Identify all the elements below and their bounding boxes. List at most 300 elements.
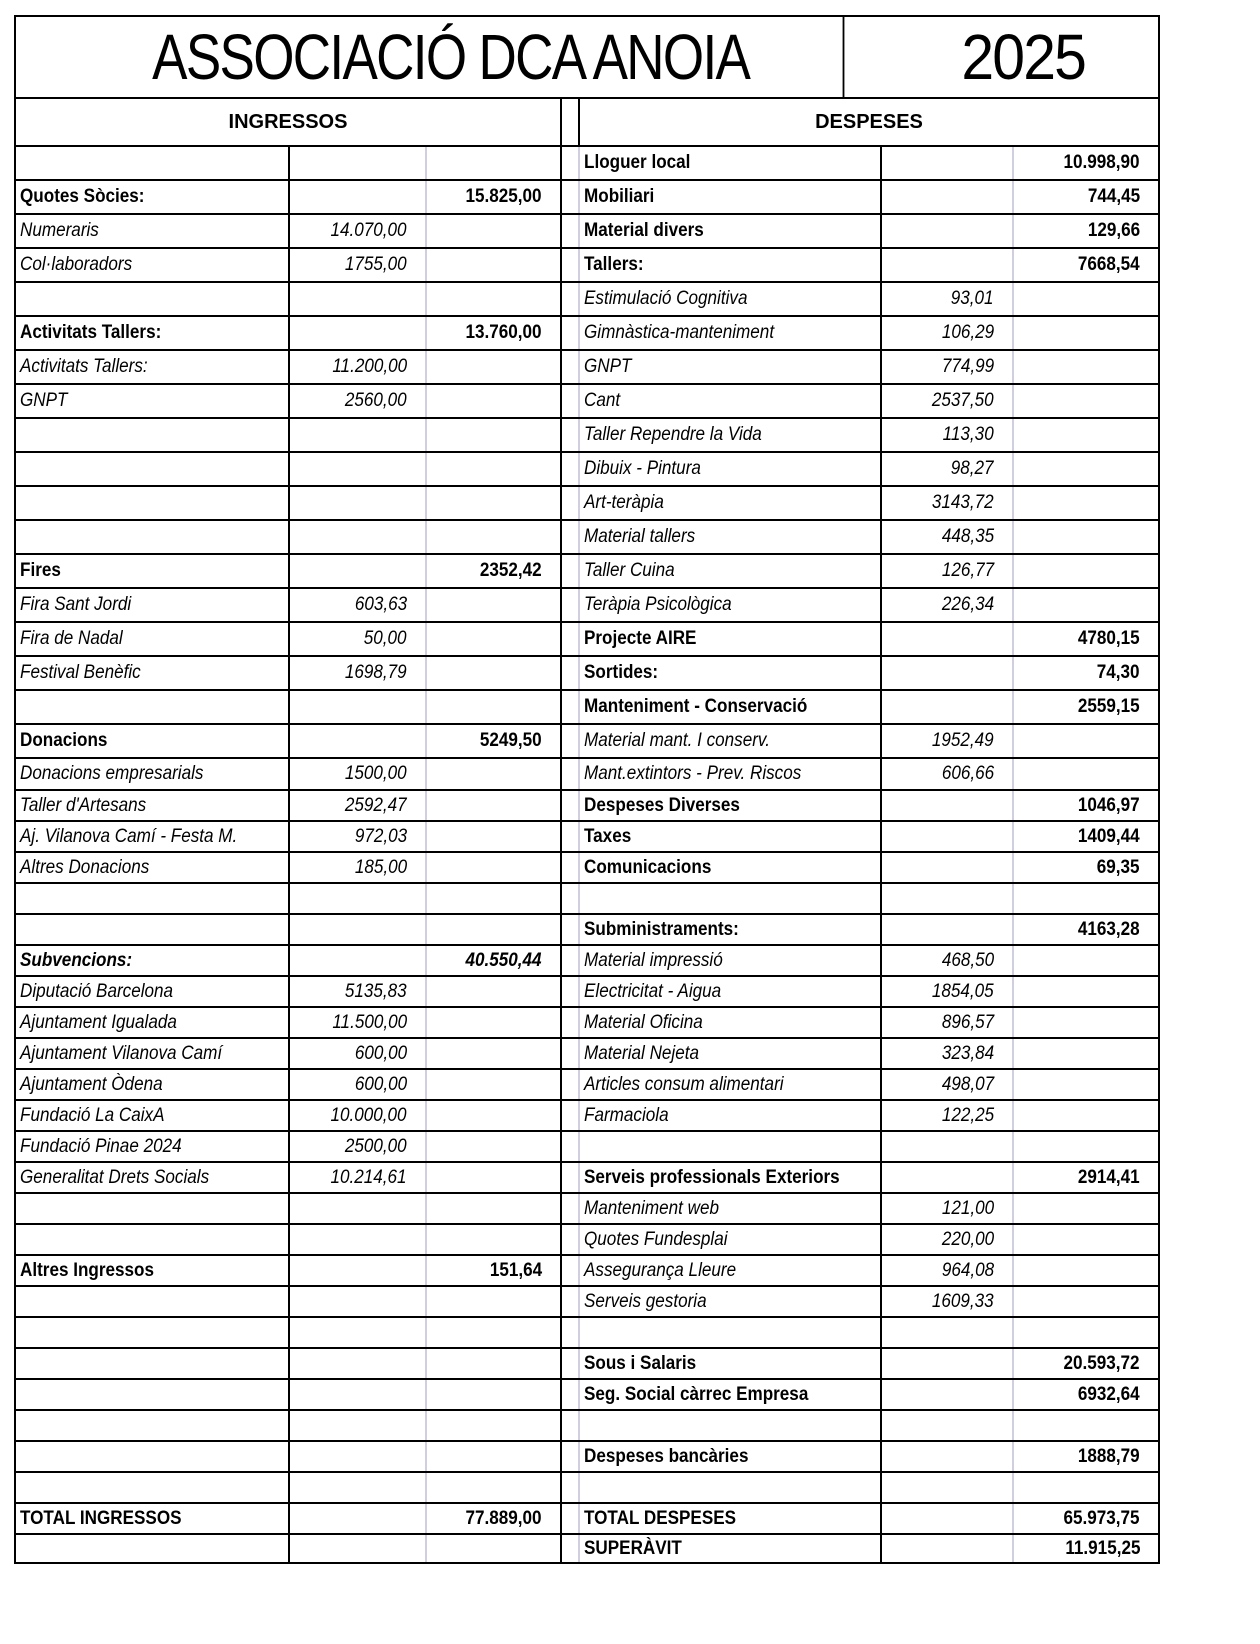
income-total-cell[interactable] <box>427 1008 562 1037</box>
income-subamount-cell[interactable] <box>290 1504 427 1533</box>
income-total-cell[interactable] <box>427 1070 562 1099</box>
income-subamount-cell-text: 11.200,00 <box>332 356 407 377</box>
income-total-cell[interactable] <box>427 317 562 349</box>
income-label-cell[interactable] <box>14 385 290 417</box>
income-total-cell[interactable] <box>427 759 562 789</box>
expense-subamount-cell[interactable] <box>882 623 1014 655</box>
income-label-cell[interactable] <box>14 1132 290 1161</box>
expense-subamount-cell[interactable] <box>882 1132 1014 1161</box>
income-subamount-cell[interactable] <box>290 946 427 975</box>
expense-subamount-cell[interactable] <box>882 1349 1014 1378</box>
income-subamount-cell[interactable] <box>290 1163 427 1192</box>
expense-total-cell[interactable] <box>1014 555 1160 587</box>
income-label-cell[interactable] <box>14 1411 290 1440</box>
expense-label-cell[interactable] <box>580 1194 882 1223</box>
expense-total-cell[interactable] <box>1014 1132 1160 1161</box>
income-total-cell[interactable] <box>427 555 562 587</box>
expense-subamount-cell[interactable] <box>882 181 1014 213</box>
income-total-cell[interactable] <box>427 521 562 553</box>
income-label-cell[interactable] <box>14 1225 290 1254</box>
expense-total-cell[interactable] <box>1014 759 1160 789</box>
expense-label-cell[interactable] <box>580 725 882 757</box>
expense-label-cell[interactable] <box>580 884 882 913</box>
expense-label-cell[interactable] <box>580 691 882 723</box>
expense-subamount-cell[interactable] <box>882 725 1014 757</box>
expense-label-cell[interactable] <box>580 181 882 213</box>
income-subamount-cell[interactable] <box>290 1380 427 1409</box>
title-cell[interactable] <box>60 17 845 97</box>
income-label-cell[interactable] <box>14 1070 290 1099</box>
income-subamount-cell-text: 14.070,00 <box>330 220 407 241</box>
expense-label-cell[interactable] <box>580 915 882 944</box>
income-total-cell[interactable] <box>427 487 562 519</box>
income-subamount-cell[interactable] <box>290 657 427 689</box>
expense-subamount-cell[interactable] <box>882 283 1014 315</box>
expense-subamount-cell[interactable] <box>882 1442 1014 1471</box>
expense-total-cell[interactable] <box>1014 419 1160 451</box>
expense-total-cell[interactable] <box>1014 691 1160 723</box>
income-subamount-cell[interactable] <box>290 1473 427 1502</box>
expense-label-cell[interactable] <box>580 853 882 882</box>
expense-subamount-cell[interactable] <box>882 759 1014 789</box>
income-total-cell[interactable] <box>427 147 562 179</box>
income-total-cell[interactable] <box>427 791 562 820</box>
income-label-cell[interactable] <box>14 555 290 587</box>
income-label-cell[interactable] <box>14 589 290 621</box>
expense-total-cell[interactable] <box>1014 283 1160 315</box>
income-total-cell[interactable] <box>427 181 562 213</box>
expense-subamount-cell[interactable] <box>882 351 1014 383</box>
expense-total-cell[interactable] <box>1014 249 1160 281</box>
expense-subamount-cell[interactable] <box>882 1411 1014 1440</box>
column-gap <box>562 385 580 417</box>
expense-total-cell-text: 20.593,72 <box>1063 1352 1140 1374</box>
income-total-cell[interactable] <box>427 351 562 383</box>
expense-total-cell[interactable] <box>1014 1535 1160 1562</box>
expense-label-cell[interactable] <box>580 1039 882 1068</box>
expense-total-cell[interactable] <box>1014 1163 1160 1192</box>
income-subamount-cell[interactable] <box>290 487 427 519</box>
income-label-cell[interactable] <box>14 1473 290 1502</box>
expense-label-cell[interactable] <box>580 1287 882 1316</box>
income-label-cell-text: Diputació Barcelona <box>20 980 174 1002</box>
income-total-cell[interactable] <box>427 1163 562 1192</box>
expense-total-cell[interactable] <box>1014 1318 1160 1347</box>
table-row <box>14 851 1160 882</box>
income-subamount-cell[interactable] <box>290 249 427 281</box>
year-cell[interactable] <box>888 17 1158 97</box>
expense-label-cell[interactable] <box>580 1225 882 1254</box>
income-subamount-cell[interactable] <box>290 1132 427 1161</box>
income-total-cell[interactable] <box>427 1194 562 1223</box>
income-subamount-cell[interactable] <box>290 791 427 820</box>
expense-subamount-cell[interactable] <box>882 1504 1014 1533</box>
income-label-cell[interactable] <box>14 419 290 451</box>
expense-subamount-cell[interactable] <box>882 1535 1014 1562</box>
expense-label-cell[interactable] <box>580 1318 882 1347</box>
expense-subamount-cell[interactable] <box>882 1380 1014 1409</box>
income-subamount-cell-text: 50,00 <box>364 628 407 649</box>
income-label-cell[interactable] <box>14 884 290 913</box>
column-gap <box>562 623 580 655</box>
expense-subamount-cell[interactable] <box>882 1225 1014 1254</box>
income-subamount-cell[interactable] <box>290 453 427 485</box>
income-subamount-cell[interactable] <box>290 147 427 179</box>
expense-total-cell[interactable] <box>1014 853 1160 882</box>
expense-label-cell[interactable] <box>580 487 882 519</box>
column-gap <box>562 1070 580 1099</box>
expense-subamount-cell[interactable] <box>882 419 1014 451</box>
expense-subamount-cell[interactable] <box>882 657 1014 689</box>
income-total-cell[interactable] <box>427 1039 562 1068</box>
income-subamount-cell[interactable] <box>290 1101 427 1130</box>
income-subamount-cell[interactable] <box>290 822 427 851</box>
income-total-cell[interactable] <box>427 623 562 655</box>
income-total-cell[interactable] <box>427 453 562 485</box>
expense-total-cell[interactable] <box>1014 589 1160 621</box>
expense-subamount-cell[interactable] <box>882 853 1014 882</box>
income-label-cell[interactable] <box>14 317 290 349</box>
income-label-cell[interactable] <box>14 1256 290 1285</box>
income-total-cell[interactable] <box>427 1256 562 1285</box>
expense-subamount-cell[interactable] <box>882 1256 1014 1285</box>
expense-label-cell[interactable] <box>580 1132 882 1161</box>
expense-total-cell[interactable] <box>1014 946 1160 975</box>
expense-total-cell-text: 744,45 <box>1087 186 1140 207</box>
income-subamount-cell[interactable] <box>290 555 427 587</box>
expense-subamount-cell[interactable] <box>882 453 1014 485</box>
income-subamount-cell[interactable] <box>290 1256 427 1285</box>
income-label-cell-text: Altres Donacions <box>20 856 150 878</box>
column-gap <box>562 791 580 820</box>
expense-label-cell[interactable] <box>580 759 882 789</box>
expenses-header[interactable]: DESPESES <box>580 99 1160 145</box>
expense-subamount-cell[interactable] <box>882 317 1014 349</box>
expense-subamount-cell[interactable] <box>882 1318 1014 1347</box>
expense-subamount-cell[interactable] <box>882 1163 1014 1192</box>
income-total-cell[interactable] <box>427 1380 562 1409</box>
expense-total-cell[interactable] <box>1014 1349 1160 1378</box>
income-total-cell[interactable] <box>427 1473 562 1502</box>
expense-subamount-cell[interactable] <box>882 215 1014 247</box>
expense-subamount-cell[interactable] <box>882 487 1014 519</box>
expense-label-cell[interactable] <box>580 521 882 553</box>
income-subamount-cell[interactable] <box>290 181 427 213</box>
income-total-cell[interactable] <box>427 977 562 1006</box>
expense-subamount-cell[interactable] <box>882 1194 1014 1223</box>
income-total-cell[interactable] <box>427 1132 562 1161</box>
expense-label-cell[interactable] <box>580 419 882 451</box>
expense-total-cell[interactable] <box>1014 385 1160 417</box>
income-label-cell-text: Fira de Nadal <box>20 628 123 649</box>
expense-total-cell[interactable] <box>1014 1504 1160 1533</box>
expense-total-cell[interactable] <box>1014 1008 1160 1037</box>
income-label-cell[interactable] <box>14 1349 290 1378</box>
income-subamount-cell[interactable] <box>290 283 427 315</box>
expense-label-cell[interactable] <box>580 589 882 621</box>
expense-subamount-cell[interactable] <box>882 977 1014 1006</box>
expense-subamount-cell[interactable] <box>882 589 1014 621</box>
expense-total-cell[interactable] <box>1014 147 1160 179</box>
section-header-row <box>14 97 1160 145</box>
expense-total-cell[interactable] <box>1014 487 1160 519</box>
expense-total-cell[interactable] <box>1014 521 1160 553</box>
income-total-cell[interactable] <box>427 657 562 689</box>
column-gap <box>562 884 580 913</box>
income-subamount-cell[interactable] <box>290 215 427 247</box>
table-row <box>14 1533 1160 1564</box>
income-subamount-cell[interactable] <box>290 1535 427 1562</box>
expense-total-cell[interactable] <box>1014 623 1160 655</box>
expense-label-cell[interactable] <box>580 1535 882 1562</box>
income-label-cell[interactable] <box>14 977 290 1006</box>
expense-label-cell-text: SUPERÀVIT <box>584 1537 682 1559</box>
income-label-cell[interactable] <box>14 791 290 820</box>
income-label-cell[interactable] <box>14 725 290 757</box>
expense-label-cell[interactable] <box>580 555 882 587</box>
income-label-cell[interactable] <box>14 487 290 519</box>
income-label-cell[interactable] <box>14 147 290 179</box>
expense-subamount-cell[interactable] <box>882 691 1014 723</box>
income-label-cell[interactable] <box>14 521 290 553</box>
expense-subamount-cell[interactable] <box>882 521 1014 553</box>
income-total-cell[interactable] <box>427 1504 562 1533</box>
income-subamount-cell[interactable] <box>290 884 427 913</box>
income-label-cell[interactable] <box>14 1194 290 1223</box>
expense-total-cell[interactable] <box>1014 1194 1160 1223</box>
income-label-cell[interactable] <box>14 1287 290 1316</box>
income-subamount-cell[interactable] <box>290 977 427 1006</box>
expense-total-cell[interactable] <box>1014 1225 1160 1254</box>
expense-subamount-cell[interactable] <box>882 249 1014 281</box>
expense-subamount-cell[interactable] <box>882 1473 1014 1502</box>
expense-label-cell-text: Material mant. I conserv. <box>584 730 770 751</box>
income-total-cell[interactable] <box>427 822 562 851</box>
expense-subamount-cell[interactable] <box>882 147 1014 179</box>
expense-label-cell[interactable] <box>580 791 882 820</box>
income-label-cell[interactable] <box>14 351 290 383</box>
expense-subamount-cell[interactable] <box>882 1101 1014 1130</box>
income-total-cell[interactable] <box>427 691 562 723</box>
expense-label-cell[interactable] <box>580 317 882 349</box>
income-total-cell[interactable] <box>427 249 562 281</box>
income-subamount-cell[interactable] <box>290 691 427 723</box>
income-label-cell[interactable] <box>14 946 290 975</box>
income-label-cell[interactable] <box>14 249 290 281</box>
income-subamount-cell[interactable] <box>290 1442 427 1471</box>
income-subamount-cell[interactable] <box>290 351 427 383</box>
income-total-cell[interactable] <box>427 1535 562 1562</box>
income-total-cell[interactable] <box>427 215 562 247</box>
income-subamount-cell[interactable] <box>290 385 427 417</box>
expense-label-cell[interactable] <box>580 1473 882 1502</box>
table-row <box>14 247 1160 281</box>
income-label-cell[interactable] <box>14 283 290 315</box>
income-total-cell[interactable] <box>427 1225 562 1254</box>
income-total-cell[interactable] <box>427 853 562 882</box>
expense-subamount-cell[interactable] <box>882 1039 1014 1068</box>
expense-subamount-cell[interactable] <box>882 915 1014 944</box>
income-label-cell[interactable] <box>14 915 290 944</box>
expense-total-cell[interactable] <box>1014 725 1160 757</box>
income-label-cell[interactable] <box>14 1442 290 1471</box>
expense-total-cell[interactable] <box>1014 791 1160 820</box>
income-total-cell[interactable] <box>427 385 562 417</box>
expense-label-cell[interactable] <box>580 946 882 975</box>
income-subamount-cell[interactable] <box>290 1039 427 1068</box>
income-total-cell[interactable] <box>427 589 562 621</box>
income-subamount-cell[interactable] <box>290 1194 427 1223</box>
income-label-cell[interactable] <box>14 759 290 789</box>
expense-label-cell[interactable] <box>580 623 882 655</box>
expense-label-cell[interactable] <box>580 1504 882 1533</box>
expense-subamount-cell[interactable] <box>882 946 1014 975</box>
expense-label-cell[interactable] <box>580 215 882 247</box>
expense-total-cell[interactable] <box>1014 822 1160 851</box>
income-label-cell[interactable] <box>14 1535 290 1562</box>
expense-total-cell[interactable] <box>1014 1101 1160 1130</box>
expense-label-cell[interactable] <box>580 1256 882 1285</box>
expense-label-cell-text: Despeses bancàries <box>584 1445 749 1467</box>
table-row <box>14 519 1160 553</box>
expense-label-cell[interactable] <box>580 385 882 417</box>
income-label-cell[interactable] <box>14 822 290 851</box>
income-subamount-cell-text: 2592,47 <box>345 794 407 816</box>
expense-total-cell[interactable] <box>1014 1287 1160 1316</box>
income-label-cell[interactable] <box>14 657 290 689</box>
expense-total-cell[interactable] <box>1014 1039 1160 1068</box>
expense-label-cell[interactable] <box>580 1411 882 1440</box>
expense-total-cell[interactable] <box>1014 884 1160 913</box>
income-subamount-cell[interactable] <box>290 1411 427 1440</box>
expense-label-cell[interactable] <box>580 1442 882 1471</box>
expense-subamount-cell[interactable] <box>882 822 1014 851</box>
expense-total-cell[interactable] <box>1014 317 1160 349</box>
expense-subamount-cell[interactable] <box>882 1070 1014 1099</box>
expense-label-cell[interactable] <box>580 822 882 851</box>
income-total-cell[interactable] <box>427 946 562 975</box>
income-subamount-cell-text: 1698,79 <box>345 662 407 683</box>
income-total-cell[interactable] <box>427 1287 562 1316</box>
column-gap <box>562 1287 580 1316</box>
income-label-cell[interactable] <box>14 1039 290 1068</box>
expense-total-cell[interactable] <box>1014 1256 1160 1285</box>
expense-label-cell[interactable] <box>580 147 882 179</box>
income-subamount-cell[interactable] <box>290 1225 427 1254</box>
expense-subamount-cell[interactable] <box>882 555 1014 587</box>
income-total-cell[interactable] <box>427 725 562 757</box>
expense-total-cell[interactable] <box>1014 1473 1160 1502</box>
expense-total-cell[interactable] <box>1014 1070 1160 1099</box>
income-subamount-cell-text: 1500,00 <box>345 763 407 784</box>
expense-subamount-cell[interactable] <box>882 385 1014 417</box>
expense-label-cell[interactable] <box>580 1070 882 1099</box>
expense-label-cell[interactable] <box>580 657 882 689</box>
expense-total-cell[interactable] <box>1014 181 1160 213</box>
income-subamount-cell[interactable] <box>290 1287 427 1316</box>
expense-subamount-cell-text: 122,25 <box>941 1104 994 1126</box>
expense-total-cell[interactable] <box>1014 1411 1160 1440</box>
income-label-cell[interactable] <box>14 623 290 655</box>
expense-label-cell[interactable] <box>580 453 882 485</box>
income-subamount-cell-text: 972,03 <box>354 825 407 847</box>
expense-label-cell[interactable] <box>580 977 882 1006</box>
income-total-cell[interactable] <box>427 884 562 913</box>
income-label-cell[interactable] <box>14 215 290 247</box>
income-label-cell-text: Activitats Tallers: <box>20 322 162 343</box>
expense-label-cell[interactable] <box>580 1101 882 1130</box>
expense-label-cell[interactable] <box>580 249 882 281</box>
income-subamount-cell[interactable] <box>290 589 427 621</box>
expense-total-cell[interactable] <box>1014 1380 1160 1409</box>
income-total-cell[interactable] <box>427 419 562 451</box>
income-subamount-cell-text: 2500,00 <box>345 1135 407 1157</box>
income-label-cell[interactable] <box>14 181 290 213</box>
income-label-cell[interactable] <box>14 453 290 485</box>
expense-total-cell[interactable] <box>1014 351 1160 383</box>
expense-total-cell[interactable] <box>1014 915 1160 944</box>
table-row <box>14 485 1160 519</box>
income-label-cell[interactable] <box>14 1318 290 1347</box>
expense-label-cell[interactable] <box>580 283 882 315</box>
income-label-cell[interactable] <box>14 1163 290 1192</box>
income-label-cell[interactable] <box>14 1504 290 1533</box>
income-label-cell[interactable] <box>14 1380 290 1409</box>
income-total-cell[interactable] <box>427 915 562 944</box>
expense-label-cell[interactable] <box>580 1008 882 1037</box>
income-label-cell-text: Festival Benèfic <box>20 662 141 683</box>
income-header[interactable]: INGRESSOS <box>14 99 562 145</box>
expense-label-cell[interactable] <box>580 1349 882 1378</box>
income-subamount-cell[interactable] <box>290 1349 427 1378</box>
income-subamount-cell-text: 600,00 <box>354 1073 407 1095</box>
income-label-cell[interactable] <box>14 1008 290 1037</box>
income-subamount-cell[interactable] <box>290 317 427 349</box>
expense-label-cell[interactable] <box>580 351 882 383</box>
income-label-cell[interactable] <box>14 853 290 882</box>
expense-subamount-cell[interactable] <box>882 1008 1014 1037</box>
income-total-cell[interactable] <box>427 1318 562 1347</box>
income-total-cell[interactable] <box>427 1101 562 1130</box>
expense-label-cell[interactable] <box>580 1163 882 1192</box>
income-subamount-cell[interactable] <box>290 419 427 451</box>
income-subamount-cell[interactable] <box>290 1008 427 1037</box>
income-subamount-cell[interactable] <box>290 915 427 944</box>
expense-total-cell[interactable] <box>1014 215 1160 247</box>
income-label-cell[interactable] <box>14 691 290 723</box>
income-total-cell[interactable] <box>427 1349 562 1378</box>
income-subamount-cell[interactable] <box>290 1070 427 1099</box>
income-total-cell[interactable] <box>427 283 562 315</box>
income-subamount-cell[interactable] <box>290 1318 427 1347</box>
expense-total-cell[interactable] <box>1014 1442 1160 1471</box>
income-subamount-cell[interactable] <box>290 759 427 789</box>
expense-subamount-cell[interactable] <box>882 791 1014 820</box>
income-total-cell[interactable] <box>427 1442 562 1471</box>
expense-subamount-cell[interactable] <box>882 1287 1014 1316</box>
expense-total-cell[interactable] <box>1014 657 1160 689</box>
expense-total-cell[interactable] <box>1014 977 1160 1006</box>
income-subamount-cell[interactable] <box>290 521 427 553</box>
expense-label-cell[interactable] <box>580 1380 882 1409</box>
income-subamount-cell[interactable] <box>290 725 427 757</box>
income-subamount-cell[interactable] <box>290 853 427 882</box>
income-total-cell[interactable] <box>427 1411 562 1440</box>
expense-subamount-cell[interactable] <box>882 884 1014 913</box>
expense-total-cell[interactable] <box>1014 453 1160 485</box>
income-label-cell[interactable] <box>14 1101 290 1130</box>
income-subamount-cell[interactable] <box>290 623 427 655</box>
